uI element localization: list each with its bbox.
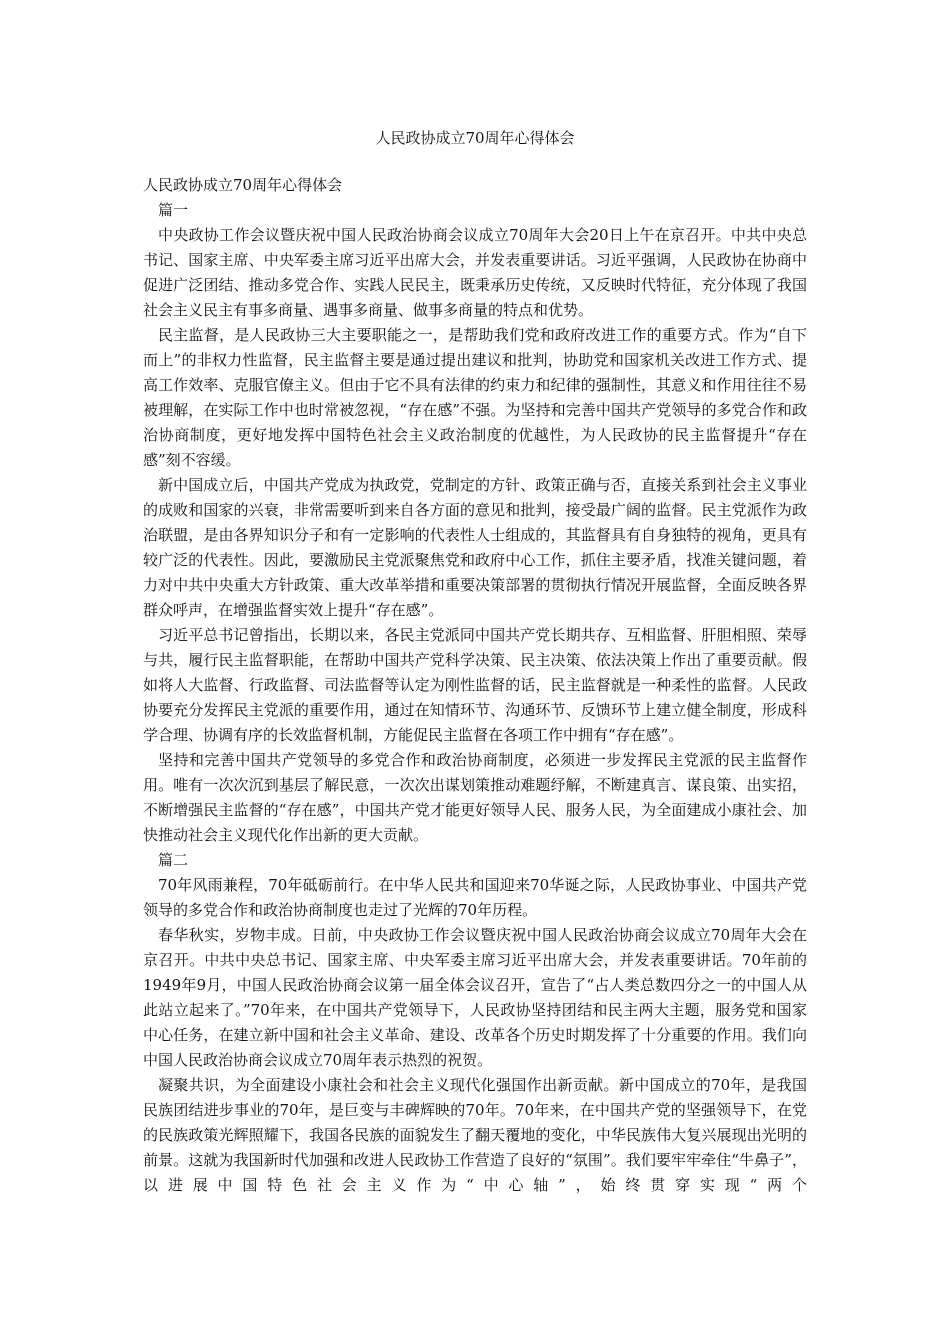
section-label-1: 篇一: [158, 201, 189, 219]
paragraph: 新中国成立后，中国共产党成为执政党，党制定的方针、政策正确与否，直接关系到社会主义事业的成败和国家的兴衰，非常需要听到来自各方面的意见和批判，接受最广阔的监督。民主党派作为政治联盟，是由各界知识分子和有一定影响的代表性人士组成的，其监督具有自身独特的视角，更具有较广泛的代表性。因此，要激励民主党派聚焦党和政府中心工作，抓住主要矛盾，找准关键问题，着力对中共中央重大方针政策、重大改革举措和重要决策部署的贯彻执行情况开展监督，全面反映各界群众呼声，在增强监督实效上提升“存在感”。: [143, 476, 807, 619]
document-subtitle: 人民政协成立70周年心得体会: [143, 176, 343, 194]
paragraph: 坚持和完善中国共产党领导的多党合作和政治协商制度，必须进一步发挥民主党派的民主监督作用。唯有一次次沉到基层了解民意，一次次出谋划策推动难题纾解，不断建真言、谋良策、出实招，不断增强民主监督的“存在感”，中国共产党才能更好领导人民、服务人民，为全面建成小康社会、加快推动社会主义现代化作出新的更大贡献。: [143, 751, 807, 844]
paragraph: 中央政协工作会议暨庆祝中国人民政治协商会议成立70周年大会20日上午在京召开。中共中央总书记、国家主席、中央军委主席习近平出席大会，并发表重要讲话。习近平强调，人民政协在协商中促进广泛团结、推动多党合作、实践人民民主，既秉承历史传统，又反映时代特征，充分体现了我国社会主义民主有事多商量、遇事多商量、做事多商量的特点和优势。: [143, 226, 807, 319]
paragraph: 习近平总书记曾指出，长期以来，各民主党派同中国共产党长期共存、互相监督、肝胆相照、荣辱与共，履行民主监督职能，在帮助中国共产党科学决策、民主决策、依法决策上作出了重要贡献。假如将人大监督、行政监督、司法监督等认定为刚性监督的话，民主监督就是一种柔性的监督。人民政协要充分发挥民主党派的重要作用，通过在知情环节、沟通环节、反馈环节上建立健全制度，形成科学合理、协调有序的长效监督机制，方能促民主监督在各项工作中拥有“存在感”。: [143, 626, 807, 744]
section-label-2: 篇二: [158, 851, 189, 869]
paragraph: 民主监督，是人民政协三大主要职能之一，是帮助我们党和政府改进工作的重要方式。作为“自下而上”的非权力性监督，民主监督主要是通过提出建议和批判，协助党和国家机关改进工作方式、提高工作效率、克服官僚主义。但由于它不具有法律的约束力和纪律的强制性，其意义和作用往往不易被理解，在实际工作中也时常被忽视，“存在感”不强。为坚持和完善中国共产党领导的多党合作和政治协商制度，更好地发挥中国特色社会主义政治制度的优越性，为人民政协的民主监督提升“存在感”刻不容缓。: [143, 326, 807, 469]
paragraph: 春华秋实，岁物丰成。日前，中央政协工作会议暨庆祝中国人民政治协商会议成立70周年大会在京召开。中共中央总书记、国家主席、中央军委主席习近平出席大会，并发表重要讲话。70年前的1949年9月，中国人民政治协商会议第一届全体会议召开，宣告了“占人类总数四分之一的中国人从此站立起来了。”70年来，在中国共产党领导下，人民政协坚持团结和民主两大主题，服务党和国家中心任务，在建立新中国和社会主义革命、建设、改革各个历史时期发挥了十分重要的作用。我们向中国人民政治协商会议成立70周年表示热烈的祝贺。: [143, 926, 807, 1069]
document-title: 人民政协成立70周年心得体会: [375, 129, 575, 147]
document-body: [143, 173, 807, 1198]
paragraph: 凝聚共识，为全面建设小康社会和社会主义现代化强国作出新贡献。新中国成立的70年，是我国民族团结进步事业的70年，是巨变与丰碑辉映的70年。70年来，在中国共产党的坚强领导下，在党的民族政策光辉照耀下，我国各民族的面貌发生了翻天覆地的变化，中华民族伟大复兴展现出光明的前景。这就为我国新时代加强和改进人民政协工作营造了良好的“氛围”。我们要牢牢牵住“牛鼻子”，以进展中国特色社会主义作为“中心轴”，始终贯穿实现“两个: [143, 1076, 807, 1194]
paragraph: 70年风雨兼程，70年砥砺前行。在中华人民共和国迎来70华诞之际，人民政协事业、中国共产党领导的多党合作和政治协商制度也走过了光辉的70年历程。: [143, 876, 807, 919]
